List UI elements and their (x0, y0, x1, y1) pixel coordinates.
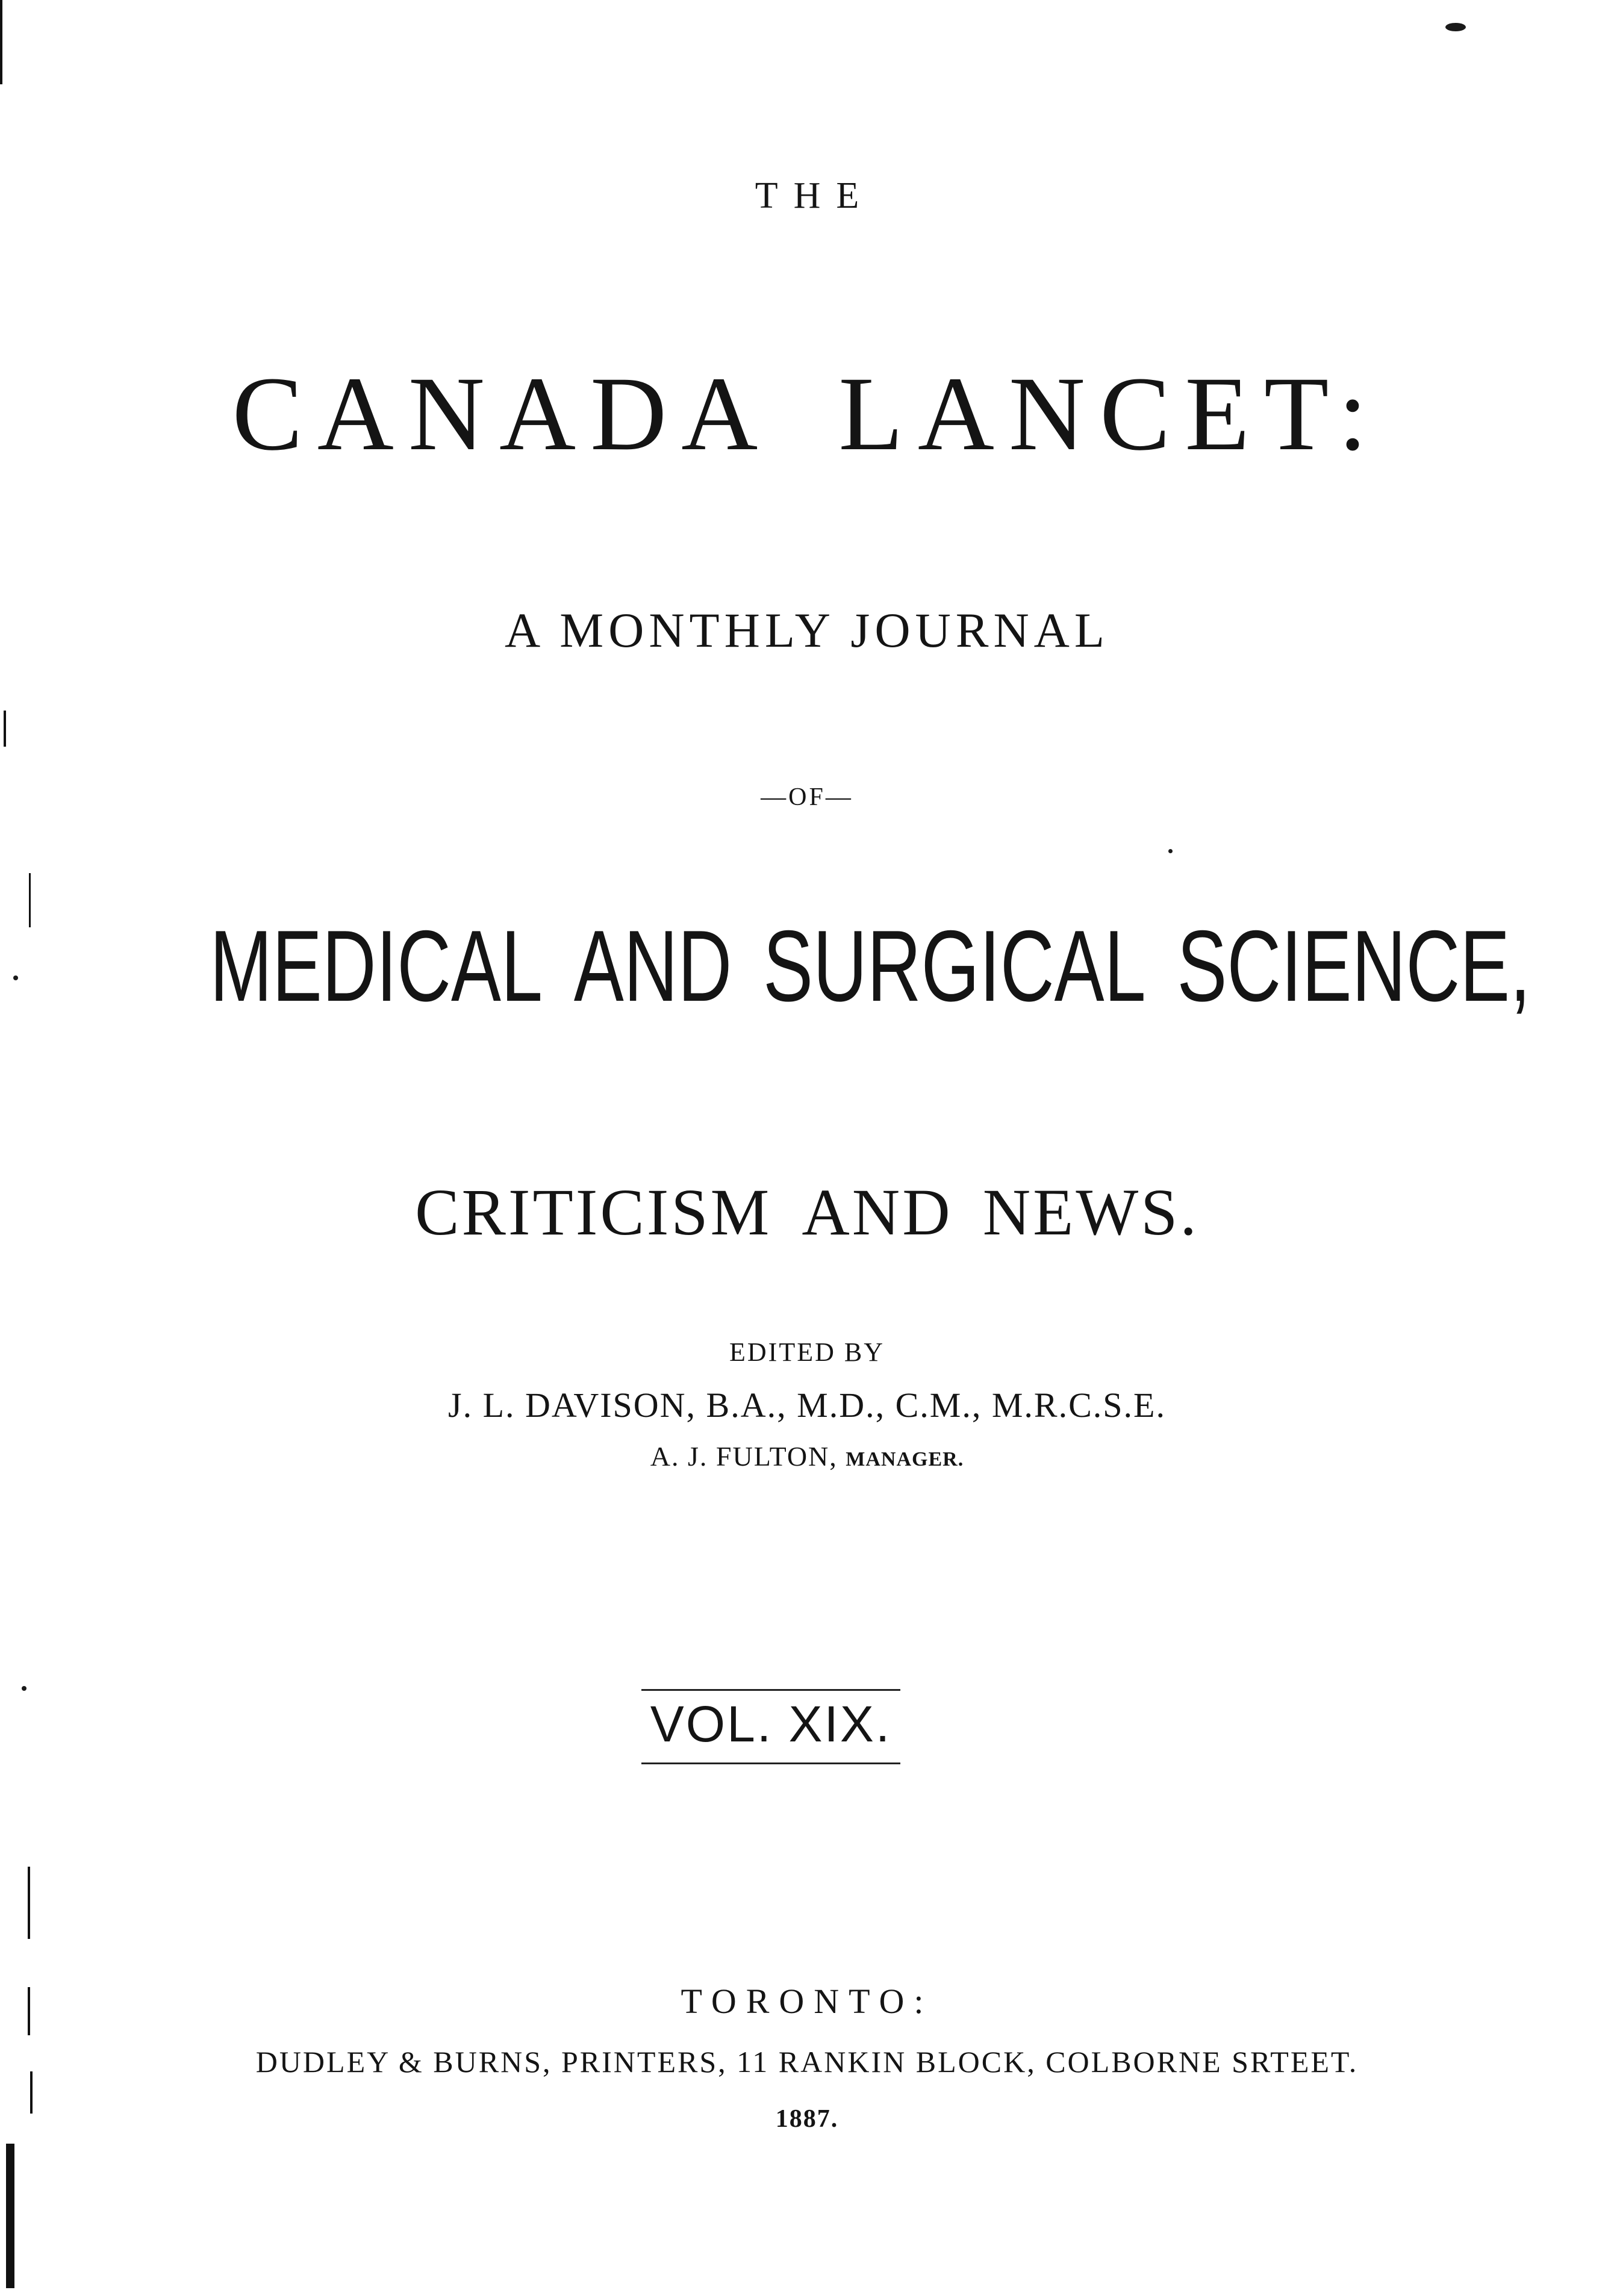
criticism-heading (0, 1174, 1614, 1251)
criticism-word-criticism: CRITICISM (415, 1175, 772, 1249)
scan-edge-mark (28, 1867, 30, 1939)
journal-title (0, 355, 1614, 473)
scan-edge-mark (29, 873, 31, 927)
header-the: THE (755, 175, 875, 216)
criticism-word-and: AND (802, 1175, 953, 1249)
volume-label: VOL. XIX. (650, 1696, 892, 1752)
scan-edge-mark (0, 0, 2, 84)
volume-rule-bottom (641, 1762, 900, 1764)
science-word-surgical: SURGICAL (763, 909, 1146, 1022)
science-word-medical: MEDICAL (210, 909, 543, 1022)
journal-title-canada: CANADA (232, 355, 773, 473)
scan-speck (1168, 849, 1173, 853)
scan-edge-mark (6, 2144, 14, 2288)
journal-title-lancet: LANCET: (838, 355, 1382, 473)
editor-name: J. L. DAVISON, B.A., M.D., C.M., M.R.C.S.E. (448, 1386, 1166, 1425)
criticism-word-news: NEWS. (982, 1175, 1199, 1249)
volume-rule-top (641, 1689, 900, 1691)
science-word-science: SCIENCE, (1177, 909, 1531, 1022)
journal-subtitle: A MONTHLY JOURNAL (505, 603, 1109, 658)
scan-edge-mark (4, 711, 6, 747)
scan-speck (13, 975, 18, 980)
manager-title: MANAGER. (846, 1448, 964, 1470)
science-heading (210, 909, 1531, 1022)
publication-year: 1887. (775, 2105, 839, 2133)
printer-imprint: DUDLEY & BURNS, PRINTERS, 11 RANKIN BLOCK, COLBORNE SRTEET. (255, 2045, 1359, 2079)
manager-name: A. J. FULTON, (650, 1441, 838, 1472)
scan-speck (1445, 23, 1466, 31)
scan-speck (22, 1686, 26, 1691)
publication-city: TORONTO: (681, 1982, 933, 2021)
volume-box (641, 1689, 900, 1764)
edited-by-label: EDITED BY (729, 1337, 885, 1367)
of-line: —OF— (761, 783, 853, 811)
science-word-and: AND (573, 909, 732, 1022)
manager-line (0, 1440, 1614, 1472)
